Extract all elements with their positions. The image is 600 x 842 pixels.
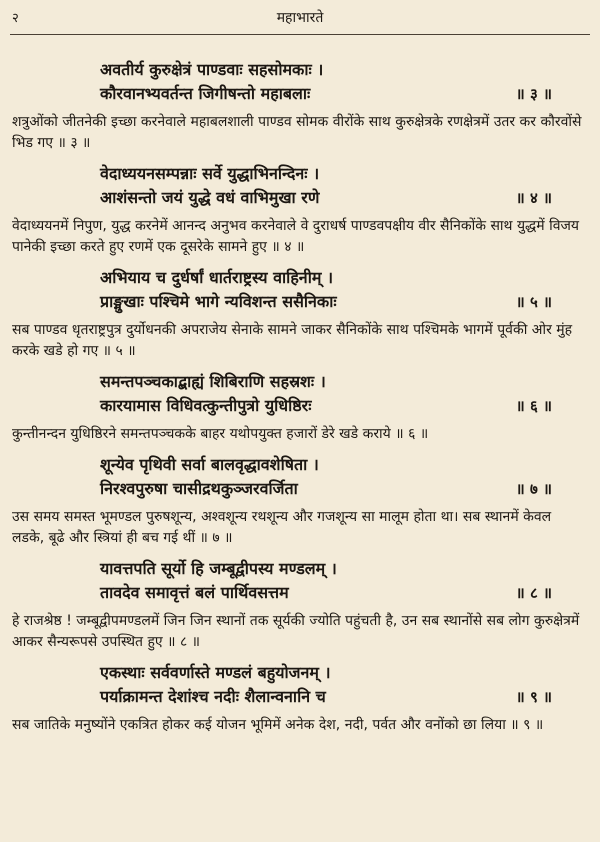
verse-line [12,394,588,418]
verse-text: कौरवानभ्यवर्तन्त जिगीषन्तो महाबलाः [100,84,311,103]
verse-line: वेदाध्ययनसम्पन्नाः सर्वे युद्धाभिनन्दिनः । [100,164,320,183]
verse-line: एकस्थाः सर्ववर्णास्ते मण्डलं बहुयोजनम् । [100,663,331,682]
verse-line [12,581,588,605]
verse-line [12,685,588,709]
verse-text: निरश्वपुरुषा चासीद्रथकुञ्जरवर्जिता [100,479,298,498]
verse-line [12,290,588,314]
verse-translation: शत्रुओंको जीतनेकी इच्छा करनेवाले महाबलशाली पाण्डव सोमक वीरोंके साथ कुरुक्षेत्रके रणक्षेत्रमें उतर कर कौरवोंसे भिड गए ॥ ३ ॥ [12,114,582,151]
verse-number: ॥ ८ ॥ [515,584,552,602]
verse-number: ॥ ४ ॥ [515,189,552,207]
verse-line [12,477,588,501]
verse-translation: सब पाण्डव धृतराष्ट्रपुत्र दुर्योधनकी अपराजेय सेनाके सामने जाकर सैनिकोंके साथ पश्चिमके भागमें पूर्वकी ओर मुंह करके खडे हो गए ॥ ५ ॥ [12,322,573,359]
verse-translation: उस समय समस्त भूमण्डल पुरुषशून्य, अश्वशून्य रथशून्य और गजशून्य सा मालूम होता था। सब स्थानमें केवल लडके, बूढे और स्त्रियां ही बच गई थीं ॥ ७ ॥ [12,509,552,546]
header-divider [10,34,590,35]
verse-4 [12,162,588,258]
verse-text: प्राङ्मुखाः पश्चिमे भागे न्यविशन्त ससैनिकाः [100,292,337,311]
book-title: महाभारते [276,10,324,26]
verse-8 [12,557,588,653]
verse-translation: हे राजश्रेष्ठ ! जम्बूद्वीपमण्डलमें जिन जिन स्थानों तक सूर्यकी ज्योति पहुंचती है, उन सब स्थानोंसे सब लोग कुरुक्षेत्रमें आकर सैन्यरूपसे उपस्थित हुए ॥ ८ ॥ [12,613,580,650]
verse-number: ॥ ९ ॥ [515,688,552,706]
verse-7 [12,453,588,549]
verse-line [12,186,588,210]
page-header [10,8,590,32]
verse-9 [12,661,588,736]
verse-number: ॥ ६ ॥ [515,397,552,415]
verse-5 [12,266,588,362]
verse-translation: वेदाध्ययनमें निपुण, युद्ध करनेमें आनन्द अनुभव करनेवाले वे दुराधर्ष पाण्डवपक्षीय वीर सैनिकोंके साथ युद्धमें विजय पानेकी इच्छा करते हुए रणमें एक दूसरेके सामने हुए ॥ ४ ॥ [12,218,579,255]
verse-line: समन्तपञ्चकाद्बाह्यं शिबिराणि सहस्रशः । [100,372,326,391]
verse-line: अवतीर्य कुरुक्षेत्रं पाण्डवाः सहसोमकाः । [100,60,324,79]
verse-line: अभियाय च दुर्धर्षां धार्तराष्ट्रस्य वाहिनीम् । [100,268,334,287]
verse-text: कारयामास विधिवत्कुन्तीपुत्रो युधिष्ठिरः [100,396,312,415]
verse-text: तावदेव समावृत्तं बलं पार्थिवसत्तम [100,583,289,602]
verse-number: ॥ ३ ॥ [515,85,552,103]
verse-translation: कुन्तीनन्दन युधिष्ठिरने समन्तपञ्चकके बाहर यथोपयुक्त हजारों डेरे खडे कराये ॥ ६ ॥ [12,426,429,442]
verse-text: आशंसन्तो जयं युद्धे वधं वाभिमुखा रणे [100,188,320,207]
verse-number: ॥ ७ ॥ [515,480,552,498]
page-number: २ [12,11,19,26]
page-body [12,58,588,744]
verse-3 [12,58,588,154]
verse-number: ॥ ५ ॥ [515,293,552,311]
verse-text: पर्याक्रामन्त देशांश्च नदीः शैलान्वनानि च [100,687,326,706]
verse-6 [12,370,588,445]
verse-line: शून्येव पृथिवी सर्वा बालवृद्धावशेषिता । [100,455,319,474]
verse-translation: सब जातिके मनुष्योंने एकत्रित होकर कई योजन भूमिमें अनेक देश, नदी, पर्वत और वनोंको छा लिया ॥ ९ ॥ [12,717,544,733]
verse-line [12,82,588,106]
verse-line: यावत्तपति सूर्यो हि जम्बूद्वीपस्य मण्डलम् । [100,559,337,578]
